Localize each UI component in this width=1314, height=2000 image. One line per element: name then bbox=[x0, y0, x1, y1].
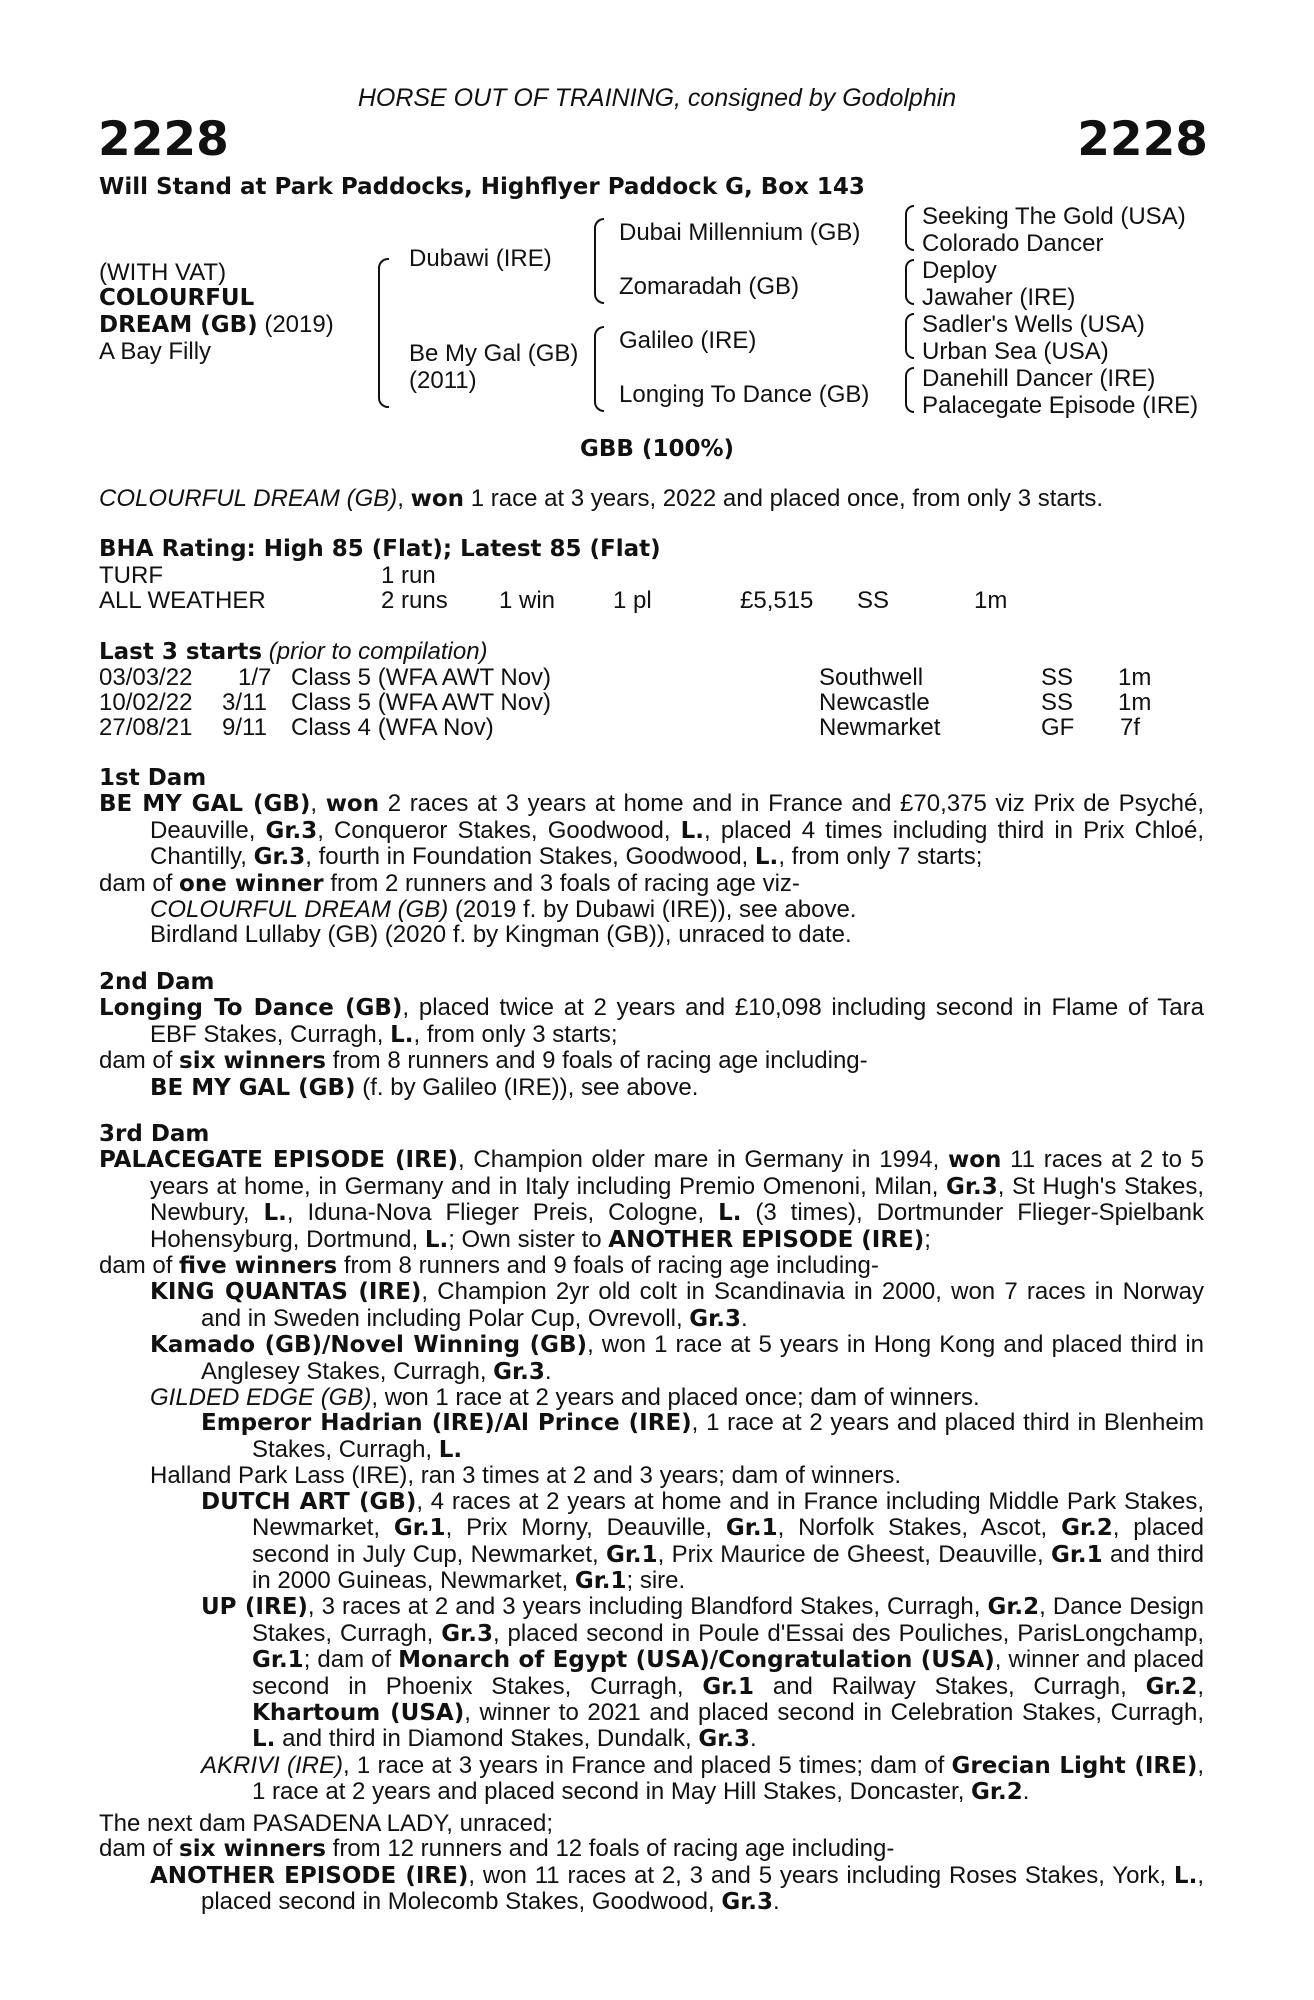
winners-count: six winners bbox=[179, 1836, 326, 1863]
grade-label: Gr.2 bbox=[1145, 1673, 1198, 1700]
start-distance: 7f bbox=[1120, 714, 1141, 741]
progeny-another-episode bbox=[99, 1863, 1204, 1916]
second-dam-record bbox=[99, 995, 1204, 1048]
start-date: 03/03/22 bbox=[99, 664, 193, 691]
pedigree-grandsire-1: Dubai Millennium (GB) bbox=[619, 219, 861, 246]
text-run: and third in 2000 Guineas, Newmarket, bbox=[252, 1540, 1204, 1594]
text-run: . bbox=[544, 1357, 552, 1385]
progeny-name: ANOTHER EPISODE (IRE) bbox=[150, 1862, 469, 1889]
first-dam-section bbox=[99, 766, 1204, 948]
progeny-name: Grecian Light (IRE) bbox=[951, 1752, 1198, 1779]
text-run: (f. by Galileo (IRE)), see above. bbox=[355, 1073, 699, 1101]
rating-placed-aw: 1 pl bbox=[613, 587, 652, 614]
rating-earnings-aw: £5,515 bbox=[740, 587, 814, 614]
last-starts-note: (prior to compilation) bbox=[262, 638, 488, 665]
text-run: 2 races at 3 years at home and in France and £70,375 viz Prix de Psyché, Deauville, bbox=[150, 790, 1204, 844]
second-dam-section bbox=[99, 970, 1204, 1101]
progeny-name: AKRIVI (IRE) bbox=[201, 1751, 343, 1779]
text-run: 11 races at 2 to 5 years at home, in Germany and in Italy including Premio Omenoni, Milan, bbox=[150, 1146, 1204, 1200]
first-dam-progeny-1 bbox=[99, 897, 1204, 922]
grade-label: Gr.3 bbox=[253, 844, 306, 871]
text-run: , winner and placed second in Phoenix Stakes, Curragh, bbox=[252, 1646, 1205, 1700]
grade-label: Gr.3 bbox=[441, 1620, 493, 1647]
progeny-dutch-art bbox=[99, 1489, 1204, 1595]
start-race: Class 5 (WFA AWT Nov) bbox=[291, 664, 552, 691]
text-run: ; bbox=[924, 1225, 931, 1253]
pedigree-sire: Dubawi (IRE) bbox=[409, 245, 552, 272]
first-dam-progeny-2: Birdland Lullaby (GB) (2020 f. by Kingman (GB)), unraced to date. bbox=[150, 921, 852, 949]
text-run: , placed twice at 2 years and £10,098 including second in Flame of Tara EBF Stakes, Curragh, bbox=[150, 994, 1204, 1048]
start-course: Southwell bbox=[819, 664, 924, 691]
text-run: ; Own sister to bbox=[448, 1225, 609, 1253]
pedigree-ggs-5: Sadler's Wells (USA) bbox=[922, 311, 1145, 338]
start-going: SS bbox=[1041, 689, 1074, 716]
text-run: , Prix Morny, Deauville, bbox=[445, 1514, 726, 1542]
winners-count: one winner bbox=[179, 870, 324, 897]
horse-name-line2 bbox=[99, 311, 334, 339]
text-run: and third in Diamond Stakes, Dundalk, bbox=[275, 1725, 699, 1753]
text-run: ; dam of bbox=[303, 1646, 399, 1674]
rating-surface-turf: TURF bbox=[99, 562, 163, 589]
stand-location: Will Stand at Park Paddocks, Highflyer Paddock G, Box 143 bbox=[99, 174, 865, 200]
start-race: Class 5 (WFA AWT Nov) bbox=[291, 689, 552, 716]
start-position: 1/7 bbox=[238, 664, 272, 691]
third-dam-heading: 3rd Dam bbox=[99, 1121, 210, 1147]
rating-runs-turf: 1 run bbox=[381, 562, 436, 589]
text-run: , 4 races at 2 years at home and in France including Middle Park Stakes, Newmarket, bbox=[252, 1487, 1204, 1542]
text-run: . bbox=[740, 1304, 748, 1332]
start-position: 9/11 bbox=[222, 714, 267, 741]
start-position: 3/11 bbox=[222, 689, 267, 716]
pedigree-brace-gs2 bbox=[905, 259, 914, 305]
lot-number-left: 2228 bbox=[98, 112, 229, 167]
text-run: . bbox=[773, 1888, 780, 1916]
text-run: , placed second in Molecomb Stakes, Goodwood, bbox=[201, 1861, 1204, 1916]
text-run: , placed second in July Cup, Newmarket, bbox=[252, 1514, 1205, 1568]
progeny-emperor-hadrian bbox=[99, 1410, 1204, 1463]
text-run: from 12 runners and 12 foals of racing age including- bbox=[325, 1835, 895, 1863]
text-run: , placed 4 times including third in Prix Chloé, Chantilly, bbox=[150, 816, 1204, 871]
text-run: , winner to 2021 and placed second in Celebration Stakes, Curragh, bbox=[464, 1698, 1204, 1726]
start-course: Newcastle bbox=[819, 689, 930, 716]
pedigree-ggs-7: Danehill Dancer (IRE) bbox=[922, 365, 1156, 392]
third-dam-name: PALACEGATE EPISODE (IRE) bbox=[99, 1147, 459, 1174]
text-run: , St Hugh's Stakes, Newbury, bbox=[150, 1172, 1205, 1227]
pedigree-brace-sire bbox=[594, 218, 604, 304]
text-run: ; sire. bbox=[626, 1566, 686, 1594]
pedigree-brace-gs4 bbox=[905, 367, 914, 413]
last-starts-title: Last 3 starts bbox=[99, 639, 263, 665]
sister-name: ANOTHER EPISODE (IRE) bbox=[608, 1226, 925, 1253]
pedigree-brace-gs3 bbox=[905, 313, 914, 359]
start-distance: 1m bbox=[1118, 689, 1152, 716]
listed-label: L. bbox=[424, 1226, 449, 1253]
text-run: , 1 race at 3 years in France and placed 5 times; dam of bbox=[342, 1751, 952, 1779]
dosage-line: GBB (100%) bbox=[579, 436, 735, 462]
summary-sep: , bbox=[397, 485, 411, 512]
grade-label: Gr.3 bbox=[946, 1173, 998, 1200]
rating-wins-aw: 1 win bbox=[499, 587, 556, 614]
last-starts-heading bbox=[99, 639, 488, 665]
grade-label: Gr.3 bbox=[493, 1358, 545, 1385]
text-run: , won 1 race at 5 years in Hong Kong and placed third in Anglesey Stakes, Curragh, bbox=[201, 1331, 1205, 1385]
progeny-gilded-edge bbox=[99, 1385, 1204, 1410]
pedigree-brace-main bbox=[378, 258, 389, 408]
text-run: , bbox=[1197, 1672, 1204, 1700]
pedigree-ggs-3: Deploy bbox=[922, 257, 997, 284]
winners-count: six winners bbox=[179, 1048, 326, 1075]
text-run: , won 1 race at 2 years and placed once; dam of winners. bbox=[371, 1384, 980, 1412]
text-run: , from only 7 starts; bbox=[778, 843, 983, 871]
progeny-name: Emperor Hadrian (IRE)/Al Prince (IRE) bbox=[201, 1410, 692, 1437]
start-going: SS bbox=[1041, 664, 1074, 691]
text-run: , Champion older mare in Germany in 1994, bbox=[458, 1146, 948, 1174]
progeny-name: Monarch of Egypt (USA)/Congratulation (USA) bbox=[398, 1647, 995, 1674]
start-course: Newmarket bbox=[819, 714, 941, 741]
third-dam-record bbox=[99, 1147, 1204, 1253]
first-dam-heading: 1st Dam bbox=[99, 765, 207, 791]
horse-name-line1: COLOURFUL bbox=[99, 285, 255, 311]
progeny-name: DUTCH ART (GB) bbox=[201, 1488, 417, 1515]
rating-surface-aw: ALL WEATHER bbox=[99, 587, 266, 614]
text-run: , 1 race at 2 years and placed second in May Hill Stakes, Doncaster, bbox=[252, 1751, 1205, 1806]
text-run: . bbox=[750, 1725, 757, 1753]
horse-description: A Bay Filly bbox=[99, 338, 212, 365]
pedigree-ggs-8: Palacegate Episode (IRE) bbox=[922, 392, 1199, 419]
text-run: , Champion 2yr old colt in Scandinavia in 2000, won 7 races in Norway and in Sweden including Polar Cup, Ovrevoll, bbox=[201, 1278, 1204, 1332]
pedigree-ggs-1: Seeking The Gold (USA) bbox=[922, 203, 1186, 230]
grade-label: Gr.1 bbox=[605, 1541, 658, 1568]
progeny-kamado bbox=[99, 1332, 1204, 1385]
text-run: dam of bbox=[99, 1047, 180, 1075]
listed-label: L. bbox=[754, 844, 779, 871]
text-run: dam of bbox=[99, 1252, 180, 1280]
rating-going-aw: SS bbox=[857, 587, 890, 614]
text-run: (3 times), Dortmunder Flieger-Spielbank Hohensyburg, Dortmund, bbox=[150, 1199, 1204, 1253]
grade-label: Gr.3 bbox=[698, 1726, 750, 1753]
third-dam-produce-line bbox=[99, 1253, 1204, 1279]
summary-horse-name: COLOURFUL DREAM (GB) bbox=[99, 485, 398, 512]
third-dam-section bbox=[99, 1122, 1204, 1806]
lot-number-right: 2228 bbox=[1077, 112, 1208, 167]
listed-label: L. bbox=[680, 817, 705, 844]
start-date: 10/02/22 bbox=[99, 689, 193, 716]
summary-rest: 1 race at 3 years, 2022 and placed once, from only 3 starts. bbox=[464, 485, 1104, 512]
text-run: , Norfolk Stakes, Ascot, bbox=[777, 1514, 1062, 1542]
text-run: , 3 races at 2 and 3 years including Blandford Stakes, Curragh, bbox=[307, 1593, 988, 1621]
pedigree-brace-gs1 bbox=[905, 205, 914, 251]
progeny-up bbox=[99, 1594, 1204, 1752]
second-dam-progeny-1 bbox=[99, 1075, 1204, 1101]
progeny-name: Kamado (GB)/Novel Winning (GB) bbox=[150, 1332, 588, 1359]
text-run: , from only 3 starts; bbox=[413, 1020, 618, 1048]
text-run: , won 11 races at 2, 3 and 5 years including Roses Stakes, York, bbox=[468, 1861, 1174, 1889]
pedigree-brace-dam bbox=[594, 326, 604, 412]
listed-label: L. bbox=[718, 1200, 742, 1227]
consignor-line: HORSE OUT OF TRAINING, consigned by Godolphin bbox=[357, 84, 957, 112]
first-dam-record: BE MY GAL (GB), won 2 races at 3 years at home and in France and £70,375 viz Prix de Psyché, Deauville, Gr.3, Conqueror Stakes, Goodwood, L., placed 4 times including third in Prix Chloé, Chantilly, Gr.3, fourth in Foundation Stakes, Goodwood, L., from only 7 starts; bbox=[99, 790, 1204, 871]
pedigree-dam-name: Be My Gal (GB) bbox=[409, 340, 579, 367]
pedigree-dam-year: (2011) bbox=[409, 367, 477, 394]
grade-label: Gr.2 bbox=[971, 1779, 1023, 1806]
text-run: from 8 runners and 9 foals of racing age including- bbox=[337, 1252, 879, 1280]
text-run: . bbox=[1022, 1778, 1030, 1806]
grade-label: Gr.2 bbox=[1061, 1515, 1113, 1542]
text-run: dam of bbox=[99, 869, 180, 897]
pedigree-grandsire-4: Longing To Dance (GB) bbox=[619, 381, 870, 408]
progeny-king-quantas bbox=[99, 1279, 1204, 1332]
horse-name-bold: DREAM (GB) bbox=[99, 312, 258, 338]
progeny-name: BE MY GAL (GB) bbox=[150, 1074, 356, 1101]
listed-label: L. bbox=[263, 1200, 287, 1227]
progeny-name: KING QUANTAS (IRE) bbox=[150, 1279, 422, 1306]
grade-label: Gr.2 bbox=[987, 1594, 1040, 1621]
grade-label: Gr.1 bbox=[574, 1567, 627, 1594]
progeny-name: GILDED EDGE (GB) bbox=[150, 1384, 372, 1412]
text-run: , Dance Design Stakes, Curragh, bbox=[252, 1593, 1204, 1647]
text-run: , Iduna-Nova Flieger Preis, Cologne, bbox=[286, 1199, 719, 1227]
text-run: , 1 race at 2 years and placed third in Blenheim Stakes, Curragh, bbox=[252, 1409, 1204, 1463]
listed-label: L. bbox=[252, 1726, 276, 1753]
text-run: , placed second in Poule d'Essai des Pouliches, ParisLongchamp, bbox=[492, 1619, 1204, 1647]
text-run: from 8 runners and 9 foals of racing age including- bbox=[325, 1047, 868, 1075]
text-run: , fourth in Foundation Stakes, Goodwood, bbox=[305, 843, 755, 871]
next-dam-line: The next dam PASADENA LADY, unraced; bbox=[99, 1810, 554, 1837]
first-dam-won: won bbox=[325, 791, 380, 818]
rating-runs-aw: 2 runs bbox=[381, 587, 448, 614]
summary-won: won bbox=[410, 486, 465, 512]
pedigree-ggs-2: Colorado Dancer bbox=[922, 230, 1104, 257]
start-distance: 1m bbox=[1118, 664, 1152, 691]
second-dam-produce-line bbox=[99, 1048, 1204, 1074]
text-run: , Prix Maurice de Gheest, Deauville, bbox=[657, 1540, 1051, 1568]
pedigree-ggs-6: Urban Sea (USA) bbox=[922, 338, 1109, 365]
progeny-name: COLOURFUL DREAM (GB) bbox=[150, 896, 449, 924]
race-summary bbox=[99, 485, 1103, 513]
vat-note: (WITH VAT) bbox=[99, 259, 227, 286]
grade-label: Gr.3 bbox=[721, 1889, 773, 1916]
next-dam-produce-line bbox=[99, 1836, 1204, 1862]
winners-count: five winners bbox=[179, 1253, 338, 1280]
grade-label: Gr.3 bbox=[689, 1305, 741, 1332]
grade-label: Gr.1 bbox=[725, 1515, 778, 1542]
rating-title: BHA Rating: High 85 (Flat); Latest 85 (Flat) bbox=[99, 536, 661, 562]
progeny-name: Khartoum (USA) bbox=[252, 1699, 465, 1726]
listed-label: L. bbox=[438, 1436, 463, 1463]
first-dam-produce-line bbox=[99, 871, 1204, 897]
won-label: won bbox=[947, 1147, 1002, 1174]
start-race: Class 4 (WFA Nov) bbox=[291, 714, 494, 741]
listed-label: L. bbox=[390, 1021, 414, 1048]
pedigree-grandsire-2: Zomaradah (GB) bbox=[619, 273, 800, 300]
text-run: (2019 f. by Dubawi (IRE)), see above. bbox=[448, 896, 857, 924]
pedigree-ggs-4: Jawaher (IRE) bbox=[922, 284, 1076, 311]
listed-label: L. bbox=[1173, 1862, 1198, 1889]
text-run: , Conqueror Stakes, Goodwood, bbox=[317, 816, 681, 844]
second-dam-name: Longing To Dance (GB) bbox=[99, 995, 403, 1022]
first-dam-name: BE MY GAL (GB) bbox=[99, 791, 311, 818]
grade-label: Gr.1 bbox=[1050, 1541, 1103, 1568]
progeny-name: UP (IRE) bbox=[201, 1594, 308, 1621]
progeny-akrivi bbox=[99, 1753, 1204, 1806]
progeny-halland-park-lass: Halland Park Lass (IRE), ran 3 times at 2 and 3 years; dam of winners. bbox=[150, 1462, 901, 1490]
horse-year: (2019) bbox=[257, 311, 334, 338]
grade-label: Gr.3 bbox=[265, 817, 318, 844]
start-date: 27/08/21 bbox=[99, 714, 193, 741]
text-run: and Railway Stakes, Curragh, bbox=[754, 1672, 1146, 1700]
grade-label: Gr.1 bbox=[702, 1673, 755, 1700]
second-dam-heading: 2nd Dam bbox=[99, 969, 215, 995]
grade-label: Gr.1 bbox=[393, 1515, 446, 1542]
text-run: dam of bbox=[99, 1835, 180, 1863]
rating-distance-aw: 1m bbox=[974, 587, 1008, 614]
start-going: GF bbox=[1041, 714, 1075, 741]
next-dam-section bbox=[99, 1811, 1204, 1916]
pedigree-grandsire-3: Galileo (IRE) bbox=[619, 327, 757, 354]
text-run: from 2 runners and 3 foals of racing age viz- bbox=[323, 869, 800, 897]
grade-label: Gr.1 bbox=[252, 1647, 304, 1674]
